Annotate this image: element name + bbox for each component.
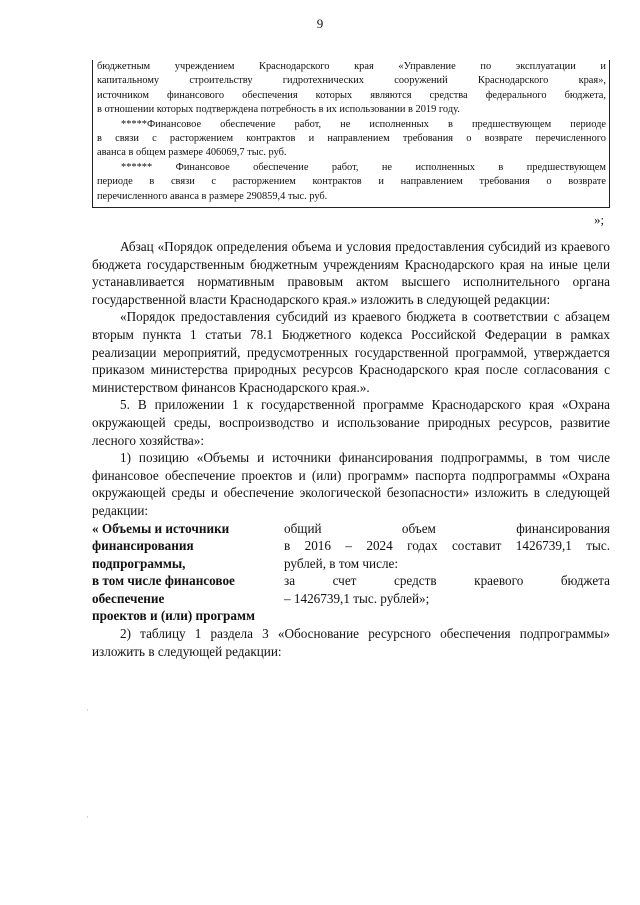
page-number: 9 [316,16,324,31]
position-value-line: в 2016 – 2024 годах составит 1426739,1 тыс. [284,538,610,554]
document-body [92,238,610,660]
position-label-line: подпрограммы, [92,555,186,571]
position-table-left [92,520,284,626]
position-table-right [284,520,610,626]
closing-quote-mark: »; [594,212,605,227]
position-value-line [284,607,610,625]
footnote-line: бюджетным учреждением Краснодарского края «Управление по эксплуатации и [97,61,606,72]
footnote-line: *****Финансовое обеспечение работ, не исполненных в предшествующем периоде [121,118,606,130]
position-value-line: – 1426739,1 тыс. рублей»; [284,590,430,606]
footnote-line: аванса в общем размере 406069,7 тыс. руб. [97,147,287,159]
paragraph: 1) позицию «Объемы и источники финансирования подпрограммы, в том числе финансовое обеспечение проектов и (или) программ» паспорта подпрограммы «Охрана окружающей среды и обеспечение экологической безопасности» изложить в следующей редакции: [92,450,610,518]
paragraph: Абзац «Порядок определения объема и условия предоставления субсидий из краевого бюджета государственным бюджетным учреждениям Краснодарского края на иные цели устанавливается нормативным правовым актом высшего исполнительного органа государственной власти Краснодарского края.» изложить в следующей редакции: [92,239,610,307]
position-label-line: « Объемы и источники [92,520,230,536]
paragraph: 2) таблицу 1 раздела 3 «Обоснование ресурсного обеспечения подпрограммы» изложить в следующей редакции: [92,626,610,659]
position-table [92,520,610,626]
position-label-line: проектов и (или) программ [92,608,255,624]
footnote-box [92,60,610,208]
position-label-line: обеспечение [92,590,165,606]
paragraph: 5. В приложении 1 к государственной программе Краснодарского края «Охрана окружающей среды, воспроизводство и использование природных ресурсов, развитие лесного хозяйства»: [92,397,610,448]
footnote-line: ****** Финансовое обеспечение работ, не исполненных в предшествующем [121,161,606,173]
position-label-line: финансирования [92,538,194,554]
footnote-line: периоде в связи с расторжением контрактов и направлением требования о возврате [97,176,606,188]
position-label-line: в том числе финансовое [92,573,235,589]
paragraph: «Порядок предоставления субсидий из краевого бюджета в соответствии с абзацем вторым пункта 1 статьи 78.1 Бюджетного кодекса Российской Федерации в рамках реализации мероприятий, предусмотренных государственной программой, утверждается приказом министерства природных ресурсов Краснодарского края после согласования с министерством финансов Краснодарского края.». [92,309,610,395]
scan-dot-mark: · [86,812,89,822]
footnote-line: источником финансового обеспечения которых являются средства федерального бюджета, [97,89,606,101]
footnote-line: капитальному строительству гидротехнических сооружений Краснодарского края», [97,75,606,87]
position-value-line: рублей, в том числе: [284,555,399,571]
footnote-line: в отношении которых подтверждена потребность в их использовании в 2019 году. [97,104,460,116]
footnote-line: в связи с расторжением контрактов и направлением требования о возврате перечисленного [97,133,606,145]
position-value-line: общий объем финансирования [284,520,610,536]
position-value-line: за счет средств краевого бюджета [284,573,610,589]
footnote-line: перечисленного аванса в размере 290859,4 тыс. руб. [97,190,328,202]
scan-dot-mark: · [86,705,89,715]
